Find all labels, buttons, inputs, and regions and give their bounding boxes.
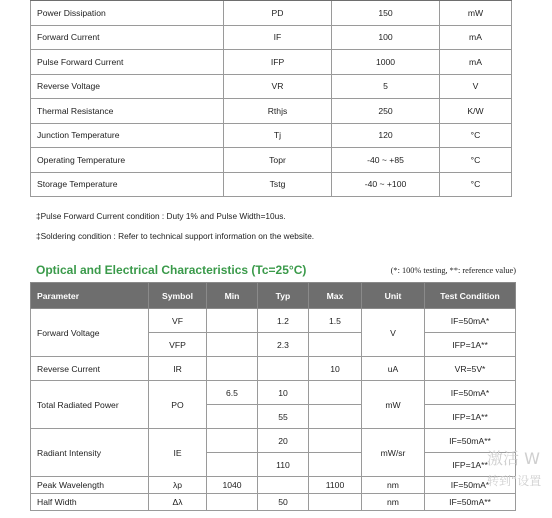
cell-symbol: Δλ bbox=[149, 494, 207, 511]
cell-max: 10 bbox=[309, 357, 362, 381]
cell-unit: V bbox=[362, 309, 425, 357]
param-radiant-intensity: Radiant Intensity bbox=[31, 429, 149, 477]
cell-min: 1040 bbox=[207, 477, 258, 494]
cell-item: Forward Current bbox=[31, 25, 224, 50]
cell-item: Operating Temperature bbox=[31, 148, 224, 173]
cell-rating: 250 bbox=[332, 99, 440, 124]
table-row bbox=[31, 429, 516, 453]
char-header-row bbox=[31, 283, 516, 309]
cell-rating: 100 bbox=[332, 25, 440, 50]
cell-unit: °C bbox=[440, 148, 512, 173]
col-test-condition: Test Condition bbox=[425, 283, 516, 309]
cell-typ bbox=[258, 357, 309, 381]
cell-condition: IFP=1A** bbox=[425, 453, 516, 477]
cell-unit: mW/sr bbox=[362, 429, 425, 477]
param-half-width: Half Width bbox=[31, 494, 149, 511]
col-typ: Typ bbox=[258, 283, 309, 309]
cell-unit: V bbox=[440, 74, 512, 99]
cell-rating: 150 bbox=[332, 1, 440, 26]
cell-unit: mA bbox=[440, 50, 512, 75]
table-row bbox=[31, 74, 512, 99]
cell-min bbox=[207, 494, 258, 511]
absolute-ratings-table bbox=[30, 0, 512, 197]
param-peak-wavelength: Peak Wavelength bbox=[31, 477, 149, 494]
table-row bbox=[31, 50, 512, 75]
cell-symbol: IR bbox=[149, 357, 207, 381]
table-row bbox=[31, 123, 512, 148]
table-row bbox=[31, 381, 516, 405]
table-row bbox=[31, 494, 516, 511]
cell-max: 1100 bbox=[309, 477, 362, 494]
cell-symbol: λp bbox=[149, 477, 207, 494]
cell-rating: 1000 bbox=[332, 50, 440, 75]
cell-typ: 10 bbox=[258, 381, 309, 405]
cell-symbol: Tj bbox=[224, 123, 332, 148]
col-max: Max bbox=[309, 283, 362, 309]
table-row bbox=[31, 99, 512, 124]
cell-typ: 55 bbox=[258, 405, 309, 429]
cell-rating: -40 ~ +100 bbox=[332, 172, 440, 197]
cell-condition: IF=50mA** bbox=[425, 494, 516, 511]
cell-min bbox=[207, 309, 258, 333]
cell-condition: IF=50mA** bbox=[425, 429, 516, 453]
cell-condition: IF=50mA* bbox=[425, 477, 516, 494]
section-title: Optical and Electrical Characteristics (Tc=25°C) bbox=[36, 263, 307, 277]
cell-unit: mW bbox=[362, 381, 425, 429]
cell-max bbox=[309, 453, 362, 477]
param-total-radiated-power: Total Radiated Power bbox=[31, 381, 149, 429]
cell-unit: nm bbox=[362, 477, 425, 494]
table-row bbox=[31, 148, 512, 173]
cell-symbol: IE bbox=[149, 429, 207, 477]
cell-unit: °C bbox=[440, 172, 512, 197]
cell-symbol: VR bbox=[224, 74, 332, 99]
cell-item: Thermal Resistance bbox=[31, 99, 224, 124]
cell-rating: -40 ~ +85 bbox=[332, 148, 440, 173]
table-row bbox=[31, 25, 512, 50]
table-row bbox=[31, 357, 516, 381]
cell-condition: IFP=1A** bbox=[425, 333, 516, 357]
param-forward-voltage: Forward Voltage bbox=[31, 309, 149, 357]
cell-symbol: Tstg bbox=[224, 172, 332, 197]
col-min: Min bbox=[207, 283, 258, 309]
cell-min bbox=[207, 429, 258, 453]
cell-unit: mA bbox=[440, 25, 512, 50]
cell-condition: IF=50mA* bbox=[425, 381, 516, 405]
cell-item: Storage Temperature bbox=[31, 172, 224, 197]
cell-max bbox=[309, 494, 362, 511]
cell-typ: 50 bbox=[258, 494, 309, 511]
cell-symbol: VF bbox=[149, 309, 207, 333]
cell-symbol: IF bbox=[224, 25, 332, 50]
cell-typ: 1.2 bbox=[258, 309, 309, 333]
cell-min bbox=[207, 453, 258, 477]
cell-unit: °C bbox=[440, 123, 512, 148]
optical-characteristics-table bbox=[30, 282, 516, 511]
cell-symbol: PO bbox=[149, 381, 207, 429]
table-row bbox=[31, 172, 512, 197]
cell-min bbox=[207, 405, 258, 429]
soldering-note: ‡Soldering condition : Refer to technical support information on the website. bbox=[36, 231, 315, 241]
cell-symbol: PD bbox=[224, 1, 332, 26]
pulse-note: ‡Pulse Forward Current condition : Duty 1% and Pulse Width=10us. bbox=[36, 211, 286, 221]
cell-typ: 110 bbox=[258, 453, 309, 477]
section-note: (*: 100% testing, **: reference value) bbox=[390, 266, 516, 275]
cell-max bbox=[309, 333, 362, 357]
activation-watermark-line2: 转到“设置 bbox=[487, 474, 542, 488]
cell-item: Power Dissipation bbox=[31, 1, 224, 26]
col-unit: Unit bbox=[362, 283, 425, 309]
cell-max bbox=[309, 405, 362, 429]
cell-symbol: VFP bbox=[149, 333, 207, 357]
cell-min bbox=[207, 333, 258, 357]
cell-item: Reverse Voltage bbox=[31, 74, 224, 99]
param-reverse-current: Reverse Current bbox=[31, 357, 149, 381]
cell-symbol: IFP bbox=[224, 50, 332, 75]
cell-condition: VR=5V* bbox=[425, 357, 516, 381]
col-symbol: Symbol bbox=[149, 283, 207, 309]
cell-min bbox=[207, 357, 258, 381]
cell-rating: 120 bbox=[332, 123, 440, 148]
cell-typ bbox=[258, 477, 309, 494]
cell-condition: IFP=1A** bbox=[425, 405, 516, 429]
cell-typ: 2.3 bbox=[258, 333, 309, 357]
cell-max: 1.5 bbox=[309, 309, 362, 333]
cell-max bbox=[309, 429, 362, 453]
cell-unit: uA bbox=[362, 357, 425, 381]
table-row bbox=[31, 1, 512, 26]
cell-item: Junction Temperature bbox=[31, 123, 224, 148]
cell-item: Pulse Forward Current bbox=[31, 50, 224, 75]
table-row bbox=[31, 309, 516, 333]
cell-unit: K/W bbox=[440, 99, 512, 124]
activation-watermark-line1: 激活 W bbox=[487, 449, 540, 468]
col-parameter: Parameter bbox=[31, 283, 149, 309]
cell-condition: IF=50mA* bbox=[425, 309, 516, 333]
cell-rating: 5 bbox=[332, 74, 440, 99]
cell-symbol: Topr bbox=[224, 148, 332, 173]
cell-unit: nm bbox=[362, 494, 425, 511]
cell-min: 6.5 bbox=[207, 381, 258, 405]
cell-unit: mW bbox=[440, 1, 512, 26]
cell-max bbox=[309, 381, 362, 405]
cell-typ: 20 bbox=[258, 429, 309, 453]
table-row bbox=[31, 477, 516, 494]
cell-symbol: Rthjs bbox=[224, 99, 332, 124]
